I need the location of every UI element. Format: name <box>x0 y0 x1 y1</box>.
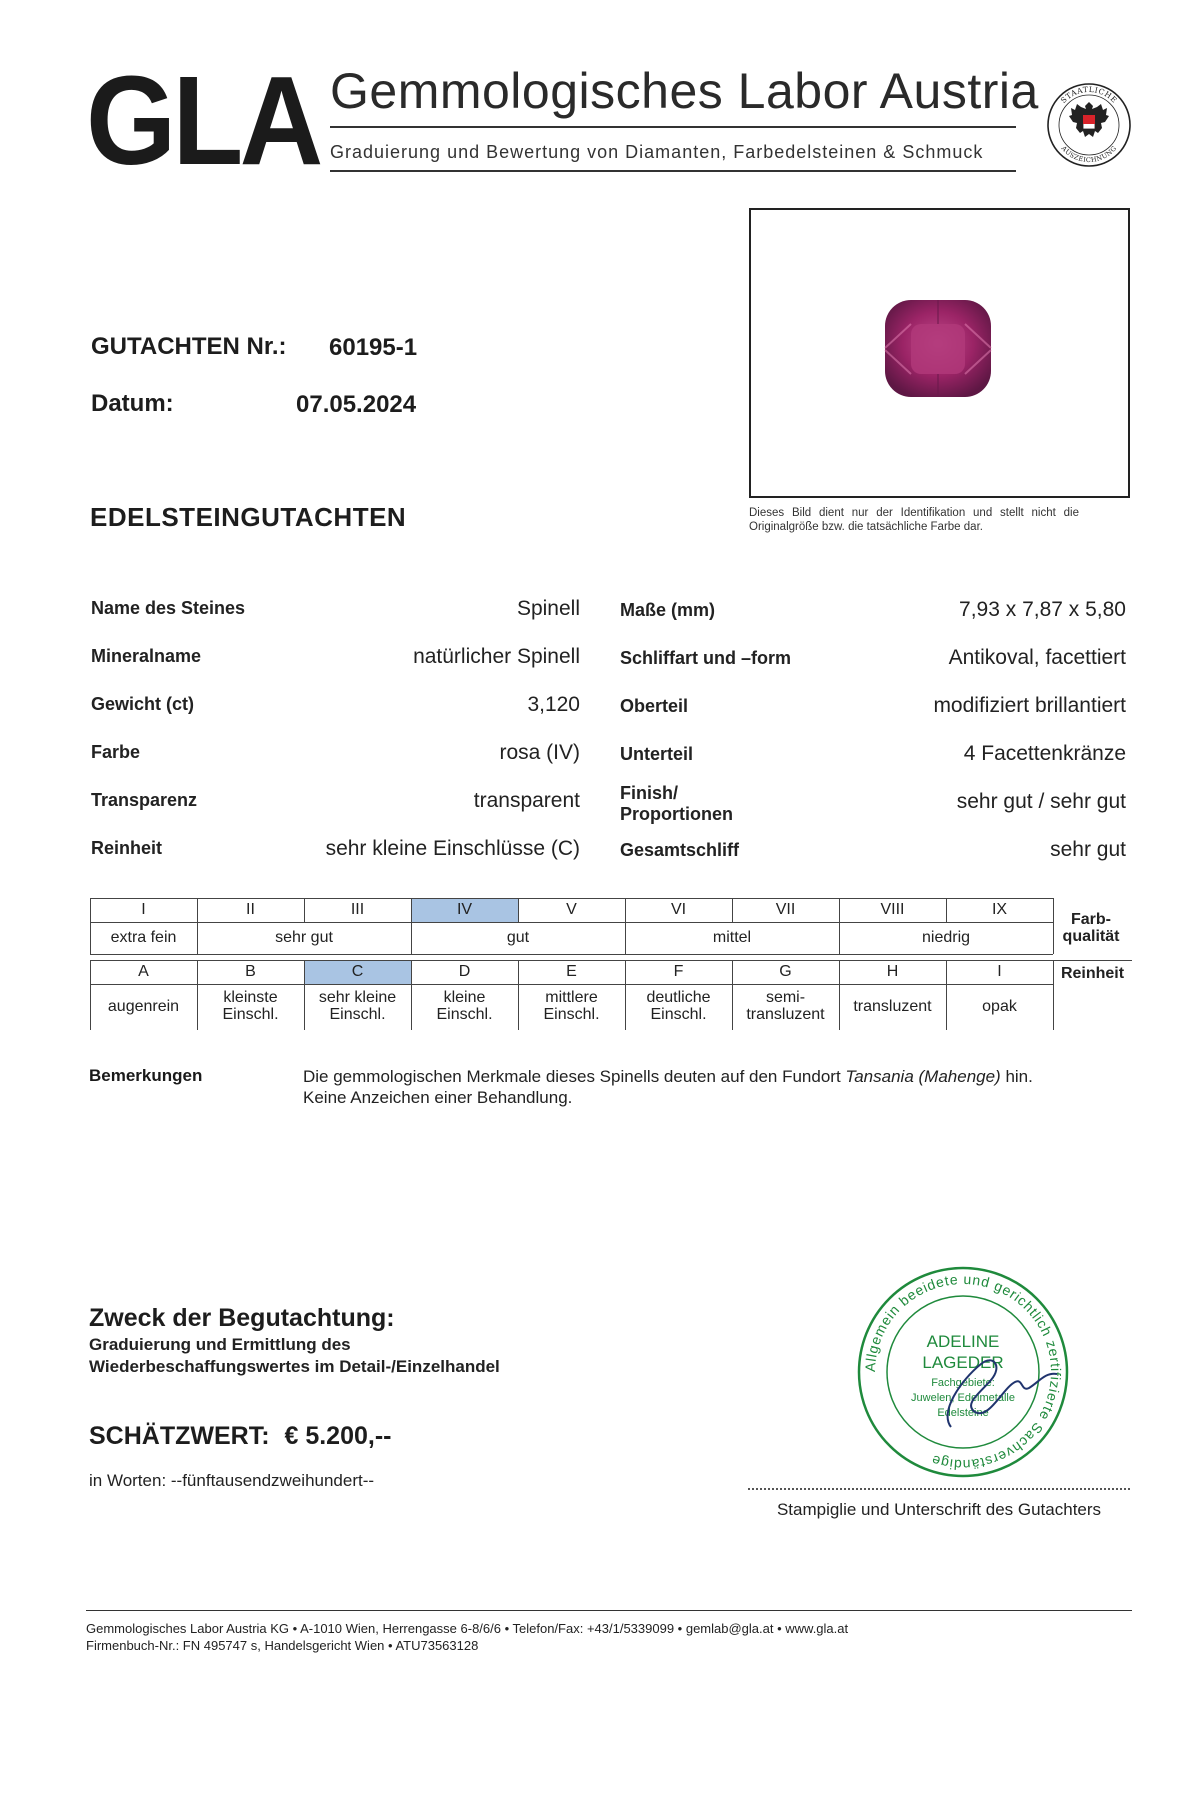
gla-logo: GLA <box>86 50 320 191</box>
table-rule <box>90 960 91 1030</box>
prop-label-color: Farbe <box>91 742 141 762</box>
color-group-extra-fine: extra fein <box>110 928 177 946</box>
prop-value-mineral: natürlicher Spinell <box>413 645 580 668</box>
table-rule <box>625 960 626 1030</box>
stamp-name-2: LAGEDER <box>922 1353 1004 1372</box>
prop-value-crown: modifiziert brillantiert <box>933 694 1126 717</box>
stamp-name-1: ADELINE <box>926 1332 1000 1351</box>
table-rule <box>946 898 947 922</box>
clarity-grade-cell: H <box>886 962 899 980</box>
purpose-text <box>89 1334 500 1378</box>
organization-tagline: Graduierung und Bewertung von Diamanten, Farbedelsteinen & Schmuck <box>330 142 984 162</box>
prop-label-finish: Finish/ Proportionen <box>620 783 733 824</box>
table-rule <box>518 960 519 1030</box>
color-group-good: gut <box>506 928 530 946</box>
clarity-grade-cell: G <box>779 962 792 980</box>
stamp-line-5: Edelsteine <box>937 1407 989 1419</box>
color-grade-cell: IX <box>991 900 1008 918</box>
stamp-ring-text: Allgemein beeidete und gerichtlich zertifizierte Sachverständige <box>861 1270 1065 1474</box>
purpose-line-1: Graduierung und Ermittlung des <box>89 1335 351 1354</box>
clarity-desc-cell: kleinste Einschl. <box>222 989 279 1023</box>
prop-value-pavilion: 4 Facettenkränze <box>963 742 1126 765</box>
seal-bottom-text: AUSZEICHNUNG <box>1059 144 1119 165</box>
prop-label-mineral: Mineralname <box>91 646 202 666</box>
table-rule <box>732 898 733 922</box>
table-rule <box>518 898 519 922</box>
prop-value-weight: 3,120 <box>527 693 580 716</box>
remarks-treatment: Keine Anzeichen einer Behandlung. <box>303 1088 573 1107</box>
color-grade-cell-selected: IV <box>411 898 518 922</box>
table-rule <box>90 960 1132 961</box>
purpose-title: Zweck der Begutachtung: <box>89 1304 395 1332</box>
clarity-desc-cell: deutliche Einschl. <box>646 989 711 1023</box>
prop-value-clarity: sehr kleine Einschlüsse (C) <box>325 837 580 860</box>
prop-label-overall-cut: Gesamtschliff <box>620 840 740 860</box>
color-group-low: niedrig <box>921 928 971 946</box>
color-grade-cell: III <box>350 900 365 918</box>
valuation-label: SCHÄTZWERT: <box>89 1422 270 1450</box>
color-grade-cell: V <box>566 900 577 918</box>
clarity-desc-cell: mittlere Einschl. <box>543 989 600 1023</box>
clarity-desc-cell: sehr kleine Einschl. <box>318 989 397 1023</box>
table-rule <box>1053 960 1054 1030</box>
table-rule <box>90 922 1053 923</box>
header-divider-top <box>330 126 1016 128</box>
prop-value-transparency: transparent <box>473 789 580 812</box>
remarks-label: Bemerkungen <box>89 1066 203 1085</box>
clarity-grade-cell: E <box>566 962 577 980</box>
prop-value-color: rosa (IV) <box>499 741 580 764</box>
document-type-title: EDELSTEINGUTACHTEN <box>90 502 407 532</box>
clarity-grade-cell-selected: C <box>304 960 411 984</box>
color-grade-cell: VIII <box>880 900 905 918</box>
prop-label-clarity: Reinheit <box>91 838 163 858</box>
prop-label-pavilion: Unterteil <box>620 744 694 764</box>
clarity-desc-cell: semi-transluzent <box>746 989 825 1023</box>
prop-label-weight: Gewicht (ct) <box>91 694 195 714</box>
clarity-grade-cell: F <box>673 962 684 980</box>
remarks-locality: Tansania (Mahenge) <box>845 1067 1001 1086</box>
table-rule <box>90 898 1053 899</box>
certificate-number-label: GUTACHTEN Nr.: <box>91 333 287 360</box>
color-grade-cell: VII <box>775 900 796 918</box>
table-rule <box>90 954 1053 955</box>
clarity-desc-cell: opak <box>982 997 1017 1015</box>
austrian-state-seal <box>1046 82 1132 168</box>
table-rule <box>839 960 840 1030</box>
gemstone-photo <box>751 210 1128 496</box>
color-quality-title: Farb-qualität <box>1062 911 1120 945</box>
valuation-in-words: in Worten: --fünftausendzweihundert-- <box>89 1471 375 1490</box>
table-rule <box>411 898 412 954</box>
expert-stamp <box>843 1262 1083 1482</box>
table-rule <box>304 960 305 1030</box>
clarity-title: Reinheit <box>1060 964 1125 982</box>
eagle-icon <box>1069 102 1109 137</box>
svg-text:Allgemein beeidete und gericht <box>862 1271 1064 1473</box>
clarity-grade-cell: I <box>997 962 1002 980</box>
prop-label-transparency: Transparenz <box>91 790 198 810</box>
clarity-grade-cell: A <box>138 962 149 980</box>
table-rule <box>197 898 198 954</box>
prop-value-name: Spinell <box>516 597 580 620</box>
clarity-desc-cell: kleine Einschl. <box>436 989 493 1023</box>
clarity-desc-cell: augenrein <box>107 997 180 1015</box>
prop-label-cut: Schliffart und –form <box>620 648 792 668</box>
organization-name: Gemmologisches Labor Austria <box>330 63 1039 119</box>
table-rule <box>90 984 1053 985</box>
remarks-text-end: hin. <box>1000 1067 1033 1086</box>
date-label: Datum: <box>91 390 174 417</box>
prop-label-dimensions: Maße (mm) <box>620 600 716 620</box>
seal-top-text: STAATLICHE <box>1058 84 1120 105</box>
table-rule <box>90 898 91 954</box>
valuation-amount: € 5.200,-- <box>284 1422 392 1450</box>
remarks-text-start: Die gemmologischen Merkmale dieses Spinells deuten auf den Fundort <box>303 1067 846 1086</box>
table-rule <box>625 898 626 954</box>
stamp-line-4: Juwelen, Edelmetalle <box>911 1392 1015 1404</box>
signature-line <box>748 1488 1130 1490</box>
valuation <box>89 1422 392 1451</box>
clarity-desc-cell: transluzent <box>853 997 932 1015</box>
table-rule <box>839 898 840 954</box>
header-divider-bottom <box>330 170 1016 172</box>
color-group-medium: mittel <box>712 928 752 946</box>
color-grade-cell: I <box>141 900 146 918</box>
table-rule <box>946 960 947 1030</box>
purpose-line-2: Wiederbeschaffungswertes im Detail-/Einzelhandel <box>89 1357 500 1376</box>
table-rule <box>732 960 733 1030</box>
prop-value-overall-cut: sehr gut <box>1050 838 1126 861</box>
footer-registration: Firmenbuch-Nr.: FN 495747 s, Handelsgericht Wien • ATU73563128 <box>86 1638 479 1653</box>
date-value: 07.05.2024 <box>296 391 417 418</box>
footer-divider <box>86 1610 1132 1611</box>
color-group-very-good: sehr gut <box>275 928 333 946</box>
prop-label-crown: Oberteil <box>620 696 689 716</box>
stamp-line-3: Fachgebiete: <box>931 1377 995 1389</box>
table-rule <box>304 898 305 922</box>
prop-label-name: Name des Steines <box>91 598 246 618</box>
grading-scale-table <box>90 898 1132 1030</box>
footer-contact: Gemmologisches Labor Austria KG • A-1010 Wien, Herrengasse 6-8/6/6 • Telefon/Fax: +43/1/5339099 • gemlab@gla.at • www.gla.at <box>86 1621 849 1636</box>
table-rule <box>411 960 412 1030</box>
remarks-text <box>303 1066 1103 1108</box>
gemstone-photo-frame <box>749 208 1130 498</box>
clarity-grade-cell: D <box>458 962 471 980</box>
color-grade-cell: II <box>246 900 255 918</box>
color-grade-cell: VI <box>670 900 687 918</box>
prop-value-cut: Antikoval, facettiert <box>948 646 1126 669</box>
clarity-grade-cell: B <box>245 962 256 980</box>
prop-value-finish: sehr gut / sehr gut <box>956 790 1126 813</box>
prop-value-dimensions: 7,93 x 7,87 x 5,80 <box>959 598 1126 621</box>
photo-disclaimer: Dieses Bild dient nur der Identifikation und stellt nicht die Originalgröße bzw. die tatsächliche Farbe dar. <box>749 507 1079 533</box>
signature-caption: Stampiglie und Unterschrift des Gutachters <box>776 1500 1102 1519</box>
table-rule <box>1053 898 1054 954</box>
table-rule <box>197 960 198 1030</box>
certificate-number: 60195-1 <box>329 334 418 361</box>
